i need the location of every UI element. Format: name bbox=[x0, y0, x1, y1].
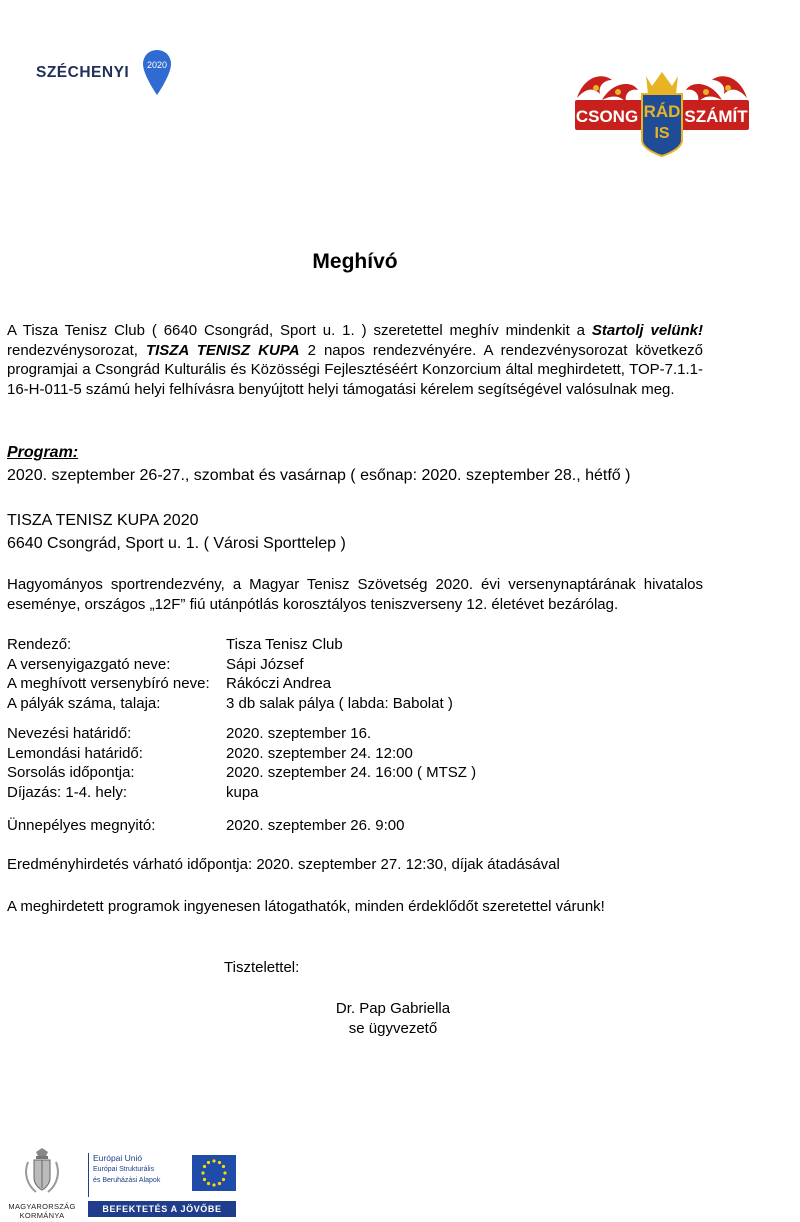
detail-label: A meghívott versenybíró neve: bbox=[7, 675, 210, 692]
signature-block bbox=[320, 999, 466, 1039]
program-heading: Program: bbox=[7, 444, 79, 461]
detail-label: Nevezési határidő: bbox=[7, 725, 132, 742]
coat-of-arms-icon bbox=[6, 1148, 78, 1198]
hungarian-government-logo bbox=[6, 1148, 78, 1222]
program-dates: 2020. szeptember 26-27., szombat és vasárnap ( esőnap: 2020. szeptember 28., hétfő ) bbox=[7, 467, 631, 484]
results-announcement: Eredményhirdetés várható időpontja: 2020. szeptember 27. 12:30, díjak átadásával bbox=[7, 856, 560, 873]
details-organizers bbox=[7, 635, 707, 713]
detail-value: 2020. szeptember 16. bbox=[226, 725, 372, 742]
detail-row bbox=[7, 694, 707, 714]
detail-row bbox=[7, 674, 707, 694]
detail-value: 3 db salak pálya ( labda: Babolat ) bbox=[226, 694, 453, 712]
detail-value: Tisza Tenisz Club bbox=[226, 636, 343, 653]
eu-line-2: Európai Strukturális bbox=[93, 1166, 155, 1173]
szechenyi-logo-text: SZÉCHENYI bbox=[36, 64, 130, 81]
detail-value: Sápi József bbox=[226, 655, 304, 673]
signer-name: Dr. Pap Gabriella bbox=[335, 1000, 451, 1017]
detail-row bbox=[7, 635, 707, 655]
intro-paragraph bbox=[7, 321, 703, 399]
page-title: Meghívó bbox=[312, 250, 398, 273]
detail-label: Ünnepélyes megnyitó: bbox=[7, 817, 156, 834]
detail-value: 2020. szeptember 24. 12:00 bbox=[226, 744, 413, 762]
detail-label: Rendező: bbox=[7, 636, 72, 653]
csongrad-logo-right: SZÁMÍT bbox=[684, 107, 748, 126]
eu-flag-icon bbox=[192, 1155, 236, 1191]
closing-greeting: Tisztelettel: bbox=[224, 959, 300, 976]
government-line-2: KORMÁNYA bbox=[19, 1211, 65, 1220]
opening-ceremony bbox=[7, 816, 707, 836]
event-title: TISZA TENISZ KUPA 2020 bbox=[7, 512, 199, 529]
event-venue: 6640 Csongrád, Sport u. 1. ( Városi Sporttelep ) bbox=[7, 535, 346, 552]
szechenyi-logo-year: 2020 bbox=[146, 60, 168, 70]
detail-value: 2020. szeptember 24. 16:00 ( MTSZ ) bbox=[226, 764, 477, 781]
detail-label: A pályák száma, talaja: bbox=[7, 694, 161, 712]
detail-row bbox=[7, 816, 707, 836]
detail-label: A versenyigazgató neve: bbox=[7, 655, 171, 673]
eu-banner: BEFEKTETÉS A JÖVŐBE bbox=[88, 1201, 236, 1217]
eu-funds-logo bbox=[88, 1153, 238, 1219]
details-deadlines bbox=[7, 724, 707, 802]
detail-value: Rákóczi Andrea bbox=[226, 675, 332, 692]
intro-text-2: rendezvénysorozat, bbox=[7, 341, 146, 359]
eu-line-3: és Beruházási Alapok bbox=[93, 1177, 161, 1184]
free-entry-note: A meghirdetett programok ingyenesen látogathatók, minden érdeklődőt szeretettel várunk! bbox=[7, 898, 605, 915]
detail-label: Díjazás: 1-4. hely: bbox=[7, 783, 128, 801]
series-name: Startolj velünk! bbox=[591, 322, 703, 339]
detail-value: 2020. szeptember 26. 9:00 bbox=[226, 817, 405, 834]
location-pin-icon bbox=[142, 49, 172, 99]
detail-row bbox=[7, 655, 707, 675]
intro-text-1: A Tisza Tenisz Club ( 6640 Csongrád, Sport u. 1. ) szeretettel meghív mindenkit a bbox=[7, 322, 592, 339]
detail-label: Lemondási határidő: bbox=[7, 744, 143, 762]
government-line-1: MAGYARORSZÁG bbox=[8, 1202, 76, 1211]
signer-title: se ügyvezető bbox=[348, 1020, 438, 1037]
detail-label: Sorsolás időpontja: bbox=[7, 764, 135, 781]
csongrad-is-szamit-logo bbox=[572, 70, 752, 158]
csongrad-logo-middle-top: RÁD bbox=[643, 102, 681, 121]
detail-value: kupa bbox=[226, 783, 259, 801]
intro-text-3: 2 napos rendezvényére. A rendezvénysorozat következő programjai a Csongrád Kulturális és Közösségi Fejlesztéséért Konzorcium által meghirdetett, TOP-7.1.1-16-H-011-5 számú helyi felhívásra benyújtott helyi támogatási kérelem segítségével valósulnak meg. bbox=[7, 341, 703, 398]
szechenyi-2020-logo bbox=[8, 44, 194, 108]
csongrad-logo-middle-bottom: IS bbox=[654, 125, 670, 142]
detail-row bbox=[7, 783, 707, 803]
detail-row bbox=[7, 763, 707, 783]
csongrad-logo-left: CSONG bbox=[575, 107, 639, 126]
event-name: TISZA TENISZ KUPA bbox=[145, 341, 300, 359]
detail-row bbox=[7, 744, 707, 764]
detail-row bbox=[7, 724, 707, 744]
eu-line-1: Európai Unió bbox=[93, 1153, 143, 1163]
event-description: Hagyományos sportrendezvény, a Magyar Tenisz Szövetség 2020. évi versenynaptárának hivatalos eseménye, országos „12F” fiú utánpótlás korosztályos teniszverseny 12. életévet bezárólag. bbox=[7, 576, 703, 613]
